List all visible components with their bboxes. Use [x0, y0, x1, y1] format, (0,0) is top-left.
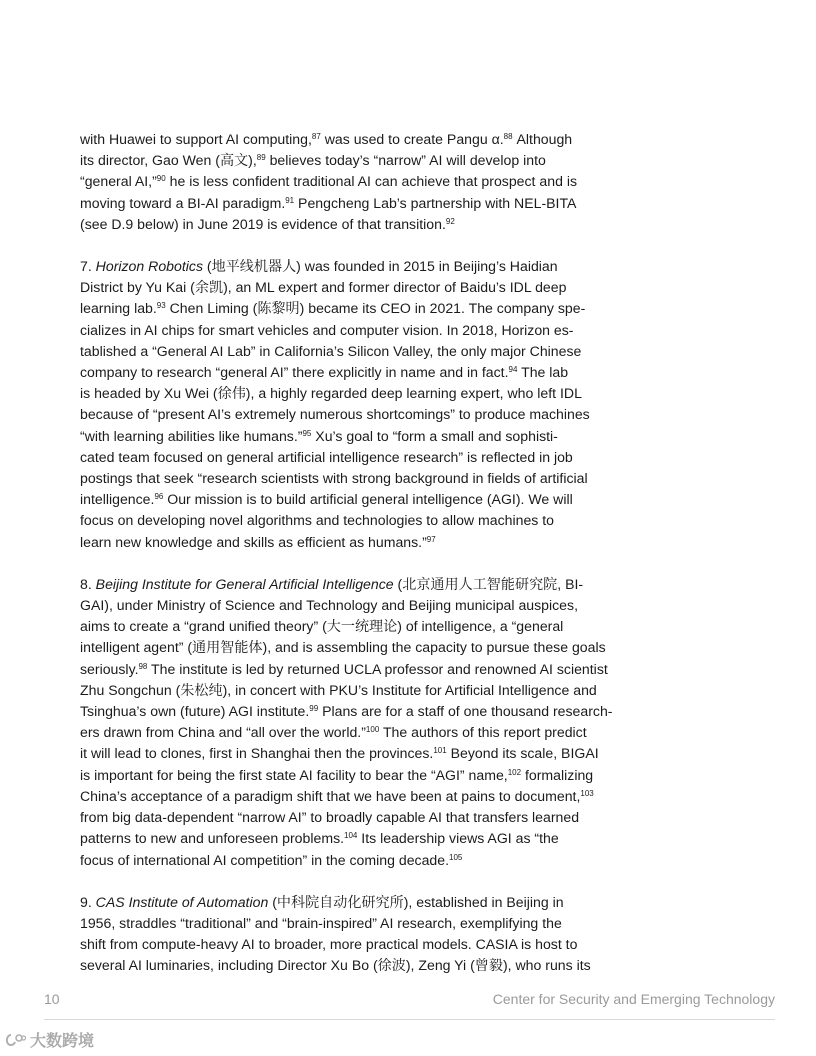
- text-line: intelligent agent” (通用智能体), and is assembling the capacity to pursue these goals: [80, 639, 606, 656]
- text-line: cated team focused on general artificial intelligence research” is reflected in job: [80, 448, 573, 465]
- footnote-ref[interactable]: 93: [156, 301, 166, 311]
- footnote-ref[interactable]: 97: [426, 534, 436, 544]
- footnote-ref[interactable]: 105: [449, 852, 463, 862]
- footnote-ref[interactable]: 104: [344, 831, 358, 841]
- text-line: shift from compute-heavy AI to broader, more practical models. CASIA is host to: [80, 936, 578, 953]
- text-line: aims to create a “grand unified theory” (大一统理论) of intelligence, a “general: [80, 618, 564, 635]
- text-line: its director, Gao Wen (高文),$^{89}$ believes today’s “narrow” AI will develop into: [80, 152, 546, 169]
- watermark-logo-icon: [4, 1032, 26, 1048]
- watermark-text: 大数跨境: [30, 1033, 95, 1050]
- footnote-ref[interactable]: 101: [433, 746, 447, 756]
- text-line: learning lab.$^{93}$ Chen Liming (陈黎明) became its CEO in 2021. The company spe-: [80, 300, 586, 317]
- text-line: 8. Beijing Institute for General Artificial Intelligence (北京通用人工智能研究院, BI-: [80, 575, 584, 592]
- text-line: patterns to new and unforeseen problems.$^{104}$ Its leadership views AGI as “the: [80, 830, 559, 847]
- text-line: because of “present AI’s extremely numerous shortcomings” to produce machines: [80, 406, 590, 423]
- footnote-ref[interactable]: 88: [503, 132, 513, 141]
- watermark: [4, 1028, 94, 1051]
- text-line: (see D.9 below) in June 2019 is evidence of that transition.$^{92}$: [80, 215, 455, 232]
- text-line: ers drawn from China and “all over the world.”$^{100}$ The authors of this report predict: [80, 724, 587, 741]
- text-line: several AI luminaries, including Director Xu Bo (徐波), Zeng Yi (曾毅), who runs its: [80, 957, 591, 974]
- text-line: 7. Horizon Robotics (地平线机器人) was founded in 2015 in Beijing’s Haidian: [80, 258, 558, 275]
- page-number: 10: [44, 991, 60, 1007]
- footnote-ref[interactable]: 99: [309, 704, 319, 714]
- body-text: [80, 129, 613, 998]
- text-line: with Huawei to support AI computing,$^{87}$ was used to create Pangu α.$^{88}$ Although: [80, 131, 573, 147]
- entity-name: Horizon Robotics: [95, 258, 203, 275]
- text-line: seriously.$^{98}$ The institute is led by returned UCLA professor and renowned AI scientist: [80, 660, 608, 677]
- text-line: from big data-dependent “narrow AI” to broadly capable AI that transfers learned: [80, 809, 580, 826]
- text-line: GAI), under Ministry of Science and Technology and Beijing municipal auspices,: [80, 597, 578, 614]
- footnote-ref[interactable]: 89: [256, 153, 266, 163]
- text-line: is important for being the first state AI facility to bear the “AGI” name,$^{102}$ formalizing: [80, 766, 594, 783]
- text-line: company to research “general AI” there explicitly in name and in fact.$^{94}$ The lab: [80, 364, 569, 381]
- text-line: postings that seek “research scientists with strong background in fields of artificial: [80, 470, 588, 487]
- text-line: District by Yu Kai (余凯), an ML expert and former director of Baidu’s IDL deep: [80, 279, 567, 296]
- footnote-ref[interactable]: 96: [154, 492, 164, 502]
- text-line: is headed by Xu Wei (徐伟), a highly regarded deep learning expert, who left IDL: [80, 385, 582, 402]
- text-line: moving toward a BI-AI paradigm.$^{91}$ Pengcheng Lab’s partnership with NEL-BITA: [80, 194, 577, 211]
- footer-divider: [44, 1019, 775, 1020]
- text-line: it will lead to clones, first in Shanghai then the provinces.$^{101}$ Beyond its scale, BIGAI: [80, 745, 599, 762]
- text-line: 9. CAS Institute of Automation (中科院自动化研究所), established in Beijing in: [80, 893, 564, 910]
- paragraph-pengcheng: [80, 129, 601, 235]
- footnote-ref[interactable]: 95: [302, 428, 312, 438]
- footnote-ref[interactable]: 87: [311, 132, 321, 141]
- text-line: China’s acceptance of a paradigm shift that we have been at pains to document,$^{103}$: [80, 787, 594, 804]
- text-line: intelligence.$^{96}$ Our mission is to build artificial general intelligence (AGI). We will: [80, 491, 573, 508]
- entity-name: CAS Institute of Automation: [95, 893, 269, 910]
- text-line: “general AI,”$^{90}$ he is less confident traditional AI can achieve that prospect and is: [80, 173, 578, 190]
- paragraph-casia: [80, 892, 601, 977]
- footnote-ref[interactable]: 98: [138, 661, 148, 671]
- footnote-ref[interactable]: 91: [285, 195, 295, 205]
- text-line: Zhu Songchun (朱松纯), in concert with PKU’s Institute for Artificial Intelligence and: [80, 681, 597, 698]
- text-line: 1956, straddles “traditional” and “brain-inspired” AI research, exemplifying the: [80, 914, 562, 931]
- footer-organization: Center for Security and Emerging Technology: [492, 991, 775, 1007]
- text-line: cializes in AI chips for smart vehicles and computer vision. In 2018, Horizon es-: [80, 321, 574, 338]
- text-line: focus on developing novel algorithms and technologies to allow machines to: [80, 512, 554, 529]
- footnote-ref[interactable]: 92: [445, 216, 455, 226]
- text-line: learn new knowledge and skills as efficient as humans.”$^{97}$: [80, 533, 436, 550]
- paragraph-bigai: [80, 574, 613, 871]
- footnote-ref[interactable]: 103: [580, 788, 594, 798]
- footnote-ref[interactable]: 100: [365, 725, 380, 735]
- text-line: Tsinghua’s own (future) AGI institute.$^{99}$ Plans are for a staff of one thousand research-: [80, 703, 613, 720]
- footnote-ref[interactable]: 90: [156, 174, 166, 184]
- entity-name: Beijing Institute for General Artificial Intelligence: [95, 575, 394, 592]
- text-line: focus of international AI competition” in the coming decade.$^{105}$: [80, 851, 463, 868]
- text-line: tablished a “General AI Lab” in California’s Silicon Valley, the only major Chinese: [80, 342, 582, 359]
- paragraph-horizon-robotics: [80, 256, 601, 553]
- footnote-ref[interactable]: 102: [507, 767, 522, 777]
- text-line: “with learning abilities like humans.”$^{95}$ Xu’s goal to “form a small and sophisti-: [80, 427, 558, 444]
- footnote-ref[interactable]: 94: [508, 365, 518, 375]
